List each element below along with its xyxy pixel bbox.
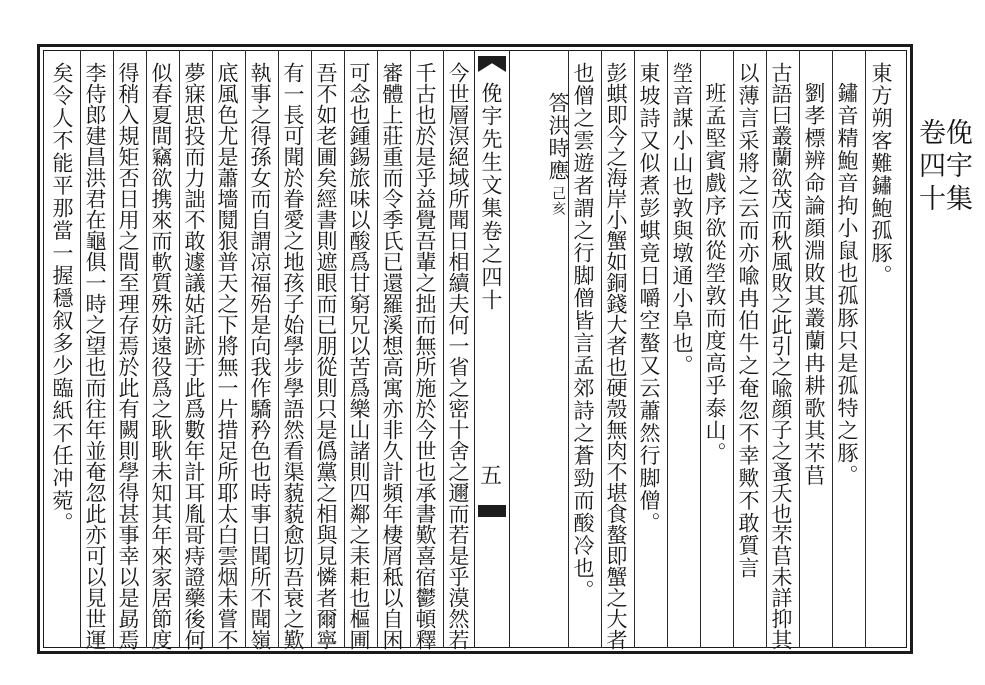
text-column: 有一長可聞於眷愛之地孩子始學步學語然看渠藐藐愈切吾衰之歎 — [281, 62, 305, 650]
text-column: 東方朔客難鏽鮑孤豚。 — [869, 62, 893, 287]
text-column: 吾不如老圃矣經書則遮眼而已朋從則只是僞黨之相與見憐者爾寧 — [314, 62, 338, 650]
text-column: 可念也鍾錫旅味以酸爲甘窮兄以苦爲樂山諸則四鄰之耒耟也樞圃 — [347, 62, 371, 650]
column-rule — [212, 50, 213, 648]
text-column: 班孟堅賓戲序欲從塋敦而度高乎泰山。 — [703, 82, 727, 465]
text-column: 以薄言采將之云而亦喩冉伯牛之奄忽不幸歟不敢質言 — [736, 62, 760, 580]
column-rule — [601, 50, 602, 648]
column-rule — [700, 50, 701, 648]
text-column: 矣令人不能平那當一握穩叙多少臨紙不任冲菀。 — [50, 62, 74, 535]
margin-title-book: 俛宇集 — [941, 118, 972, 217]
fish-tail-mark-bottom — [478, 505, 506, 517]
column-rule — [865, 50, 866, 648]
column-rule — [245, 50, 246, 648]
letter-date-note: 己亥 — [550, 186, 566, 216]
text-column: 答洪時應 — [546, 92, 570, 182]
text-column: 塋音謀小山也敦與墩通小阜也。 — [670, 62, 694, 377]
column-rule — [80, 50, 81, 648]
text-column: 李侍郎建昌洪君在龜俱一時之望也而往年並奄忽此亦可以見世運 — [83, 62, 107, 650]
column-rule — [410, 50, 411, 648]
margin-title — [916, 118, 970, 217]
text-column: 彭蜞即今之海岸小蟹如銅錢大者也硬殼無肉不堪食螯即蟹之大者 — [604, 62, 628, 650]
column-rule — [799, 50, 800, 648]
column-rule — [443, 50, 444, 648]
margin-title-volume: 卷四十 — [914, 118, 945, 217]
text-column: 東坡詩又似煮彭蜞竟日嚼空螯又云蕭然行脚僧。 — [637, 62, 661, 535]
text-column: 千古也於是乎益覺吾輩之拙而無所施於今世也承書歎喜宿鬱頓釋 — [413, 62, 437, 650]
text-column: 夢寐思投而力詘不敢遽議姑託跡于此爲數年計耳胤哥痔證藥後何 — [182, 62, 206, 650]
text-column: 似春夏間竊欲携來而軟質殊妨遠役爲之耿耿未知其年來家居節度 — [149, 62, 173, 650]
spine-title: 俛宇先生文集卷之四十 — [479, 82, 503, 312]
column-rule — [667, 50, 668, 648]
text-column: 今世層溟絕域所聞日相續夫何一省之密十舍之邇而若是乎漠然若 — [446, 62, 470, 650]
column-rule — [146, 50, 147, 648]
column-rule — [179, 50, 180, 648]
column-rule — [377, 50, 378, 648]
column-rule — [311, 50, 312, 648]
text-column: 也僧之雲遊者謂之行脚僧皆言孟郊詩之蒼勁而酸冷也。 — [571, 62, 595, 602]
text-column: 鏽音精鮑音拘小鼠也孤豚只是孤特之豚。 — [835, 82, 859, 487]
text-column: 底風色尤是蕭墻鬩狠普天之下將無一片措足所耶太白雲烟未嘗不 — [215, 62, 239, 650]
column-rule — [344, 50, 345, 648]
column-rule — [733, 50, 734, 648]
column-rule — [832, 50, 833, 648]
text-column: 審體上莊重而令季氏已還羅溪想高寓亦非久計頻年棲屑秪以自困 — [380, 62, 404, 650]
text-column: 執事之得孫女而自謂凉福殆是向我作驕矜色也時事日聞所不聞嶺 — [248, 62, 272, 650]
column-rule — [766, 50, 767, 648]
column-rule — [634, 50, 635, 648]
text-column: 得稍入規矩否日用之間至理存焉於此有闕則學得甚事幸以是勗焉 — [116, 62, 140, 650]
column-rule — [113, 50, 114, 648]
column-rule — [278, 50, 279, 648]
spine-page-number: 五 — [480, 464, 503, 489]
text-column: 古語曰叢蘭欲茂而秋風敗之此引之喩顔子之蚤夭也芣苢未詳抑其 — [769, 62, 793, 650]
text-column: 劉孝標辨命論顔淵敗其叢蘭冉耕歌其芣苢 — [802, 82, 826, 487]
